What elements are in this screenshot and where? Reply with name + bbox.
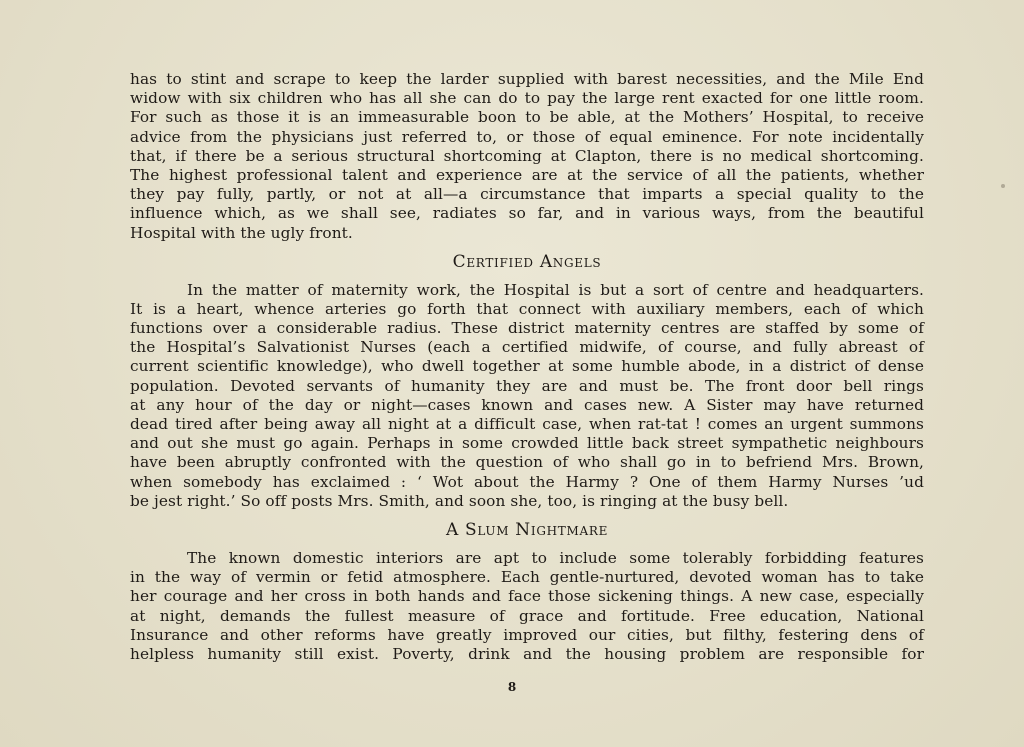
text-line: advice from the physicians just referred to, or those of equal eminence. For note incidentally: [130, 127, 924, 146]
text-line: current scientific knowledge), who dwell together at some humble abode, in a district of dense: [130, 357, 924, 376]
paragraph-2: [130, 281, 924, 511]
page-number: 8: [507, 680, 517, 694]
text-line: and out she must go again. Perhaps in some crowded little back street sympathetic neighbours: [130, 434, 924, 453]
paragraph-3: [130, 549, 924, 664]
text-line: in the way of vermin or fetid atmosphere. Each gentle-nurtured, devoted woman has to take: [130, 568, 924, 587]
page-text: [130, 70, 924, 664]
text-line: The known domestic interiors are apt to include some tolerably forbidding features: [187, 548, 924, 567]
text-line: be jest right.’ So off posts Mrs. Smith, and soon she, too, is ringing at the busy bell.: [130, 491, 789, 510]
text-line: has to stint and scrape to keep the larder supplied with barest necessities, and the Mile End: [130, 70, 924, 88]
text-line: influence which, as we shall see, radiates so far, and in various ways, from the beautiful: [130, 204, 924, 223]
text-line: Insurance and other reforms have greatly improved our cities, but filthy, festering dens of: [130, 625, 924, 644]
section-heading-slum-nightmare: A Slum Nightmare: [445, 519, 609, 540]
text-line: at any hour of the day or night—cases known and cases new. A Sister may have returned: [130, 395, 924, 414]
text-line: The highest professional talent and experience are at the service of all the patients, whether: [130, 165, 924, 184]
text-line: For such as those it is an immeasurable boon to be able, at the Mothers’ Hospital, to receive: [130, 108, 924, 127]
text-line: her courage and her cross in both hands and face those sickening things. A new case, especially: [130, 587, 924, 606]
text-line: dead tired after being away all night at a difficult case, when rat-tat ! comes an urgent summons: [130, 415, 924, 433]
text-line: they pay fully, partly, or not at all—a circumstance that imparts a special quality to the: [130, 185, 924, 204]
text-line: have been abruptly confronted with the question of who shall go in to befriend Mrs. Brown,: [130, 453, 924, 472]
text-line: Hospital with the ugly front.: [130, 223, 353, 242]
text-line: that, if there be a serious structural shortcoming at Clapton, there is no medical shortcoming.: [130, 146, 924, 165]
text-line: In the matter of maternity work, the Hospital is but a sort of centre and headquarters.: [187, 280, 924, 299]
text-line: functions over a considerable radius. These district maternity centres are staffed by some of: [130, 319, 924, 338]
text-line: It is a heart, whence arteries go forth that connect with auxiliary members, each of which: [130, 299, 924, 318]
text-line: when somebody has exclaimed : ‘ Wot about the Harmy ? One of them Harmy Nurses ’ud: [130, 472, 924, 491]
text-line: widow with six children who has all she can do to pay the large rent exacted for one little room.: [130, 89, 924, 108]
paragraph-1: [130, 70, 924, 243]
text-line: at night, demands the fullest measure of grace and fortitude. Free education, National: [130, 606, 924, 625]
section-heading-certified-angels: Certified Angels: [452, 251, 602, 272]
paper-speck: [1001, 184, 1005, 188]
text-line: the Hospital’s Salvationist Nurses (each a certified midwife, of course, and fully abreast of: [130, 338, 924, 357]
text-line: helpless humanity still exist. Poverty, drink and the housing problem are responsible for: [130, 644, 924, 663]
text-line: population. Devoted servants of humanity they are and must be. The front door bell rings: [130, 376, 924, 395]
